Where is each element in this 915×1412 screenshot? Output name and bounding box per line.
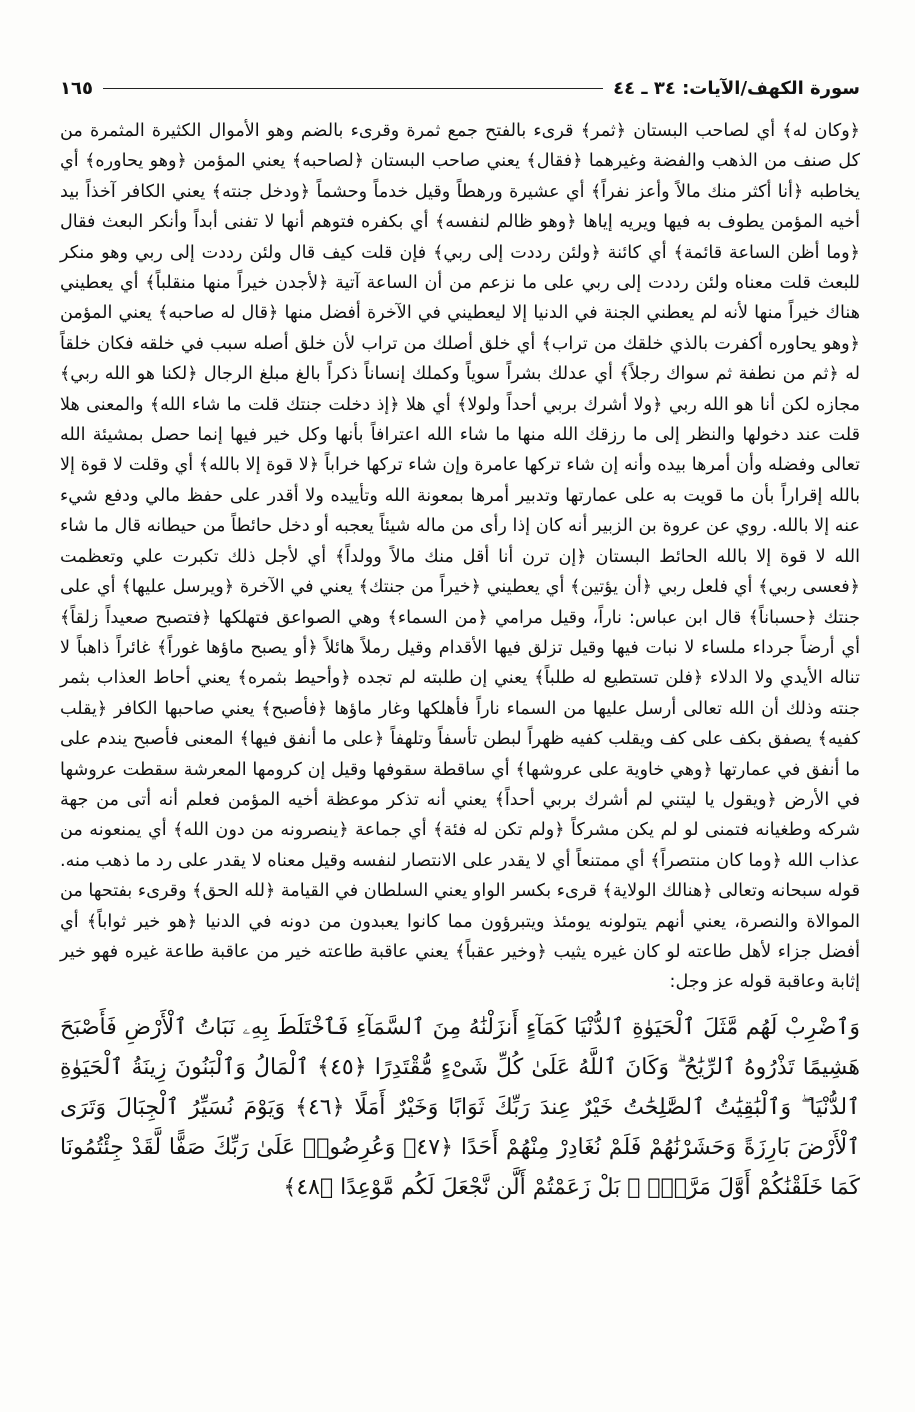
page-header	[60, 70, 860, 106]
verse-block: وَٱضْرِبْ لَهُم مَّثَلَ ٱلْحَيَوٰةِ ٱلدُّنْيَا كَمَآءٍ أَنزَلْنَٰهُ مِنَ ٱلسَّمَآءِ فَٱخْتَلَطَ بِهِۦ نَبَاتُ ٱلْأَرْضِ فَأَصْبَحَ هَشِيمًا تَذْرُوهُ ٱلرِّيَٰحُ ۗ وَكَانَ ٱللَّهُ عَلَىٰ كُلِّ شَىْءٍ مُّقْتَدِرًا ﴿٤٥﴾ ٱلْمَالُ وَٱلْبَنُونَ زِينَةُ ٱلْحَيَوٰةِ ٱلدُّنْيَا ۖ وَٱلْبَٰقِيَٰتُ ٱلصَّٰلِحَٰتُ خَيْرٌ عِندَ رَبِّكَ ثَوَابًا وَخَيْرٌ أَمَلًا ﴿٤٦﴾ وَيَوْمَ نُسَيِّرُ ٱلْجِبَالَ وَتَرَى ٱلْأَرْضَ بَارِزَةً وَحَشَرْنَٰهُمْ فَلَمْ نُغَادِرْ مِنْهُمْ أَحَدًا ﴿٤٧﴾ وَعُرِضُوا۟ عَلَىٰ رَبِّكَ صَفًّا لَّقَدْ جِئْتُمُونَا كَمَا خَلَقْنَٰكُمْ أَوَّلَ مَرَّةٍۭ ۚ بَلْ زَعَمْتُمْ أَلَّن نَّجْعَلَ لَكُم مَّوْعِدًا ﴿٤٨﴾	[60, 1014, 861, 1200]
running-title: سورة الكهف/الآيات: ٣٤ ـ ٤٤	[613, 77, 860, 99]
quran-verses	[60, 1008, 860, 1208]
header-rule	[103, 88, 603, 89]
commentary-paragraph: ﴿وكان له﴾ أي لصاحب البستان ﴿ثمر﴾ قرىء بالفتح جمع ثمرة وقرىء بالضم وهو الأموال الكثيرة المثمرة من كل صنف من الذهب والفضة وغيرهما ﴿فقال﴾ يعني صاحب البستان ﴿لصاحبه﴾ يعني المؤمن ﴿وهو يحاوره﴾ أي يخاطبه ﴿أنا أكثر منك مالاً وأعز نفراً﴾ أي عشيرة ورهطاً وقيل خدماً وحشماً ﴿ودخل جنته﴾ يعني الكافر آخذاً بيد أخيه المؤمن يطوف به فيها ويريه إياها ﴿وهو ظالم لنفسه﴾ أي بكفره فتوهم أنها لا تفنى أبداً وأنكر البعث فقال ﴿وما أظن الساعة قائمة﴾ أي كائنة ﴿ولئن رددت إلى ربي﴾ فإن قلت كيف قال ولئن رددت إلى ربي وهو منكر للبعث قلت معناه ولئن رددت إلى ربي على ما نزعم من أن الساعة آتية ﴿لأجدن خيراً منها منقلباً﴾ أي يعطيني هناك خيراً منها لأنه لم يعطني الجنة في الدنيا إلا ليعطيني في الآخرة أفضل منها ﴿قال له صاحبه﴾ يعني المؤمن ﴿وهو يحاوره أكفرت بالذي خلقك من تراب﴾ أي خلق أصلك من تراب لأن خلق أصله سبب في خلقه فكان خلقاً له ﴿ثم من نطفة ثم سواك رجلاً﴾ أي عدلك بشراً سوياً وكملك إنساناً ذكراً بالغ مبلغ الرجال ﴿لكنا هو الله ربي﴾ مجازه لكن أنا هو الله ربي ﴿ولا أشرك بربي أحداً ولولا﴾ أي هلا ﴿إذ دخلت جنتك قلت ما شاء الله﴾ والمعنى هلا قلت عند دخولها والنظر إلى ما رزقك الله منها ما شاء الله اعترافاً بأنها وكل خير فيها إنما حصل بمشيئة الله تعالى وفضله وأن أمرها بيده وأنه إن شاء تركها عامرة وإن شاء تركها خراباً ﴿لا قوة إلا بالله﴾ أي وقلت لا قوة إلا بالله إقراراً بأن ما قويت به على عمارتها وتدبير أمرها بمعونة الله وتأييده ولا أقدر على حفظ مالي ودفع شيء عنه إلا بالله. روي عن عروة بن الزبير أنه كان إذا رأى من ماله شيئاً يعجبه أو دخل حائطاً من حيطانه قال ما شاء الله لا قوة إلا بالله الحائط البستان ﴿إن ترن أنا أقل منك مالاً وولداً﴾ أي لأجل ذلك تكبرت علي وتعظمت ﴿فعسى ربي﴾ أي فلعل ربي ﴿أن يؤتين﴾ أي يعطيني ﴿خيراً من جنتك﴾ يعني في الآخرة ﴿ويرسل عليها﴾ أي على جنتك ﴿حسباناً﴾ قال ابن عباس: ناراً، وقيل مرامي ﴿من السماء﴾ وهي الصواعق فتهلكها ﴿فتصبح صعيداً زلقاً﴾ أي أرضاً جرداء ملساء لا نبات فيها وقيل تزلق فيها الأقدام وقيل رملاً هائلاً ﴿أو يصبح ماؤها غوراً﴾ غائراً ذاهباً لا تناله الأيدي ولا الدلاء ﴿فلن تستطيع له طلباً﴾ يعني إن طلبته لم تجده ﴿وأحيط بثمره﴾ يعني أحاط العذاب بثمر جنته وذلك أن الله تعالى أرسل عليها من السماء ناراً فأهلكها وغار ماؤها ﴿فأصبح﴾ يعني صاحبها الكافر ﴿يقلب كفيه﴾ يصفق بكف على كف ويقلب كفيه ظهراً لبطن تأسفاً وتلهفاً ﴿على ما أنفق فيها﴾ المعنى فأصبح يندم على ما أنفق في عمارتها ﴿وهي خاوية على عروشها﴾ أي ساقطة سقوفها وقيل إن كرومها المعرشة سقطت عروشها في الأرض ﴿ويقول يا ليتني لم أشرك بربي أحداً﴾ يعني أنه تذكر موعظة أخيه المؤمن فعلم أنه أتى من جهة شركه وطغيانه فتمنى لو لم يكن مشركاً ﴿ولم تكن له فئة﴾ أي جماعة ﴿ينصرونه من دون الله﴾ أي يمنعونه من عذاب الله ﴿وما كان منتصراً﴾ أي ممتنعاً أي لا يقدر على الانتصار لنفسه وقيل معناه لا يقدر على رد ما ذهب منه. قوله سبحانه وتعالى ﴿هنالك الولاية﴾ قرىء بكسر الواو يعني السلطان في القيامة ﴿لله الحق﴾ وقرىء بفتحها من الموالاة والنصرة، يعني أنهم يتولونه يومئذ ويتبرؤون مما كانوا يعبدون من دونه في الدنيا ﴿هو خير ثواباً﴾ أي أفضل جزاء لأهل طاعته لو كان غيره يثيب ﴿وخير عقباً﴾ يعني عاقبة طاعته خير من عاقبة طاعة غيره فهو خير إثابة وعاقبة قوله عز وجل:	[59, 121, 860, 993]
commentary-text	[60, 116, 860, 998]
page-number: ١٦٥	[60, 77, 93, 99]
